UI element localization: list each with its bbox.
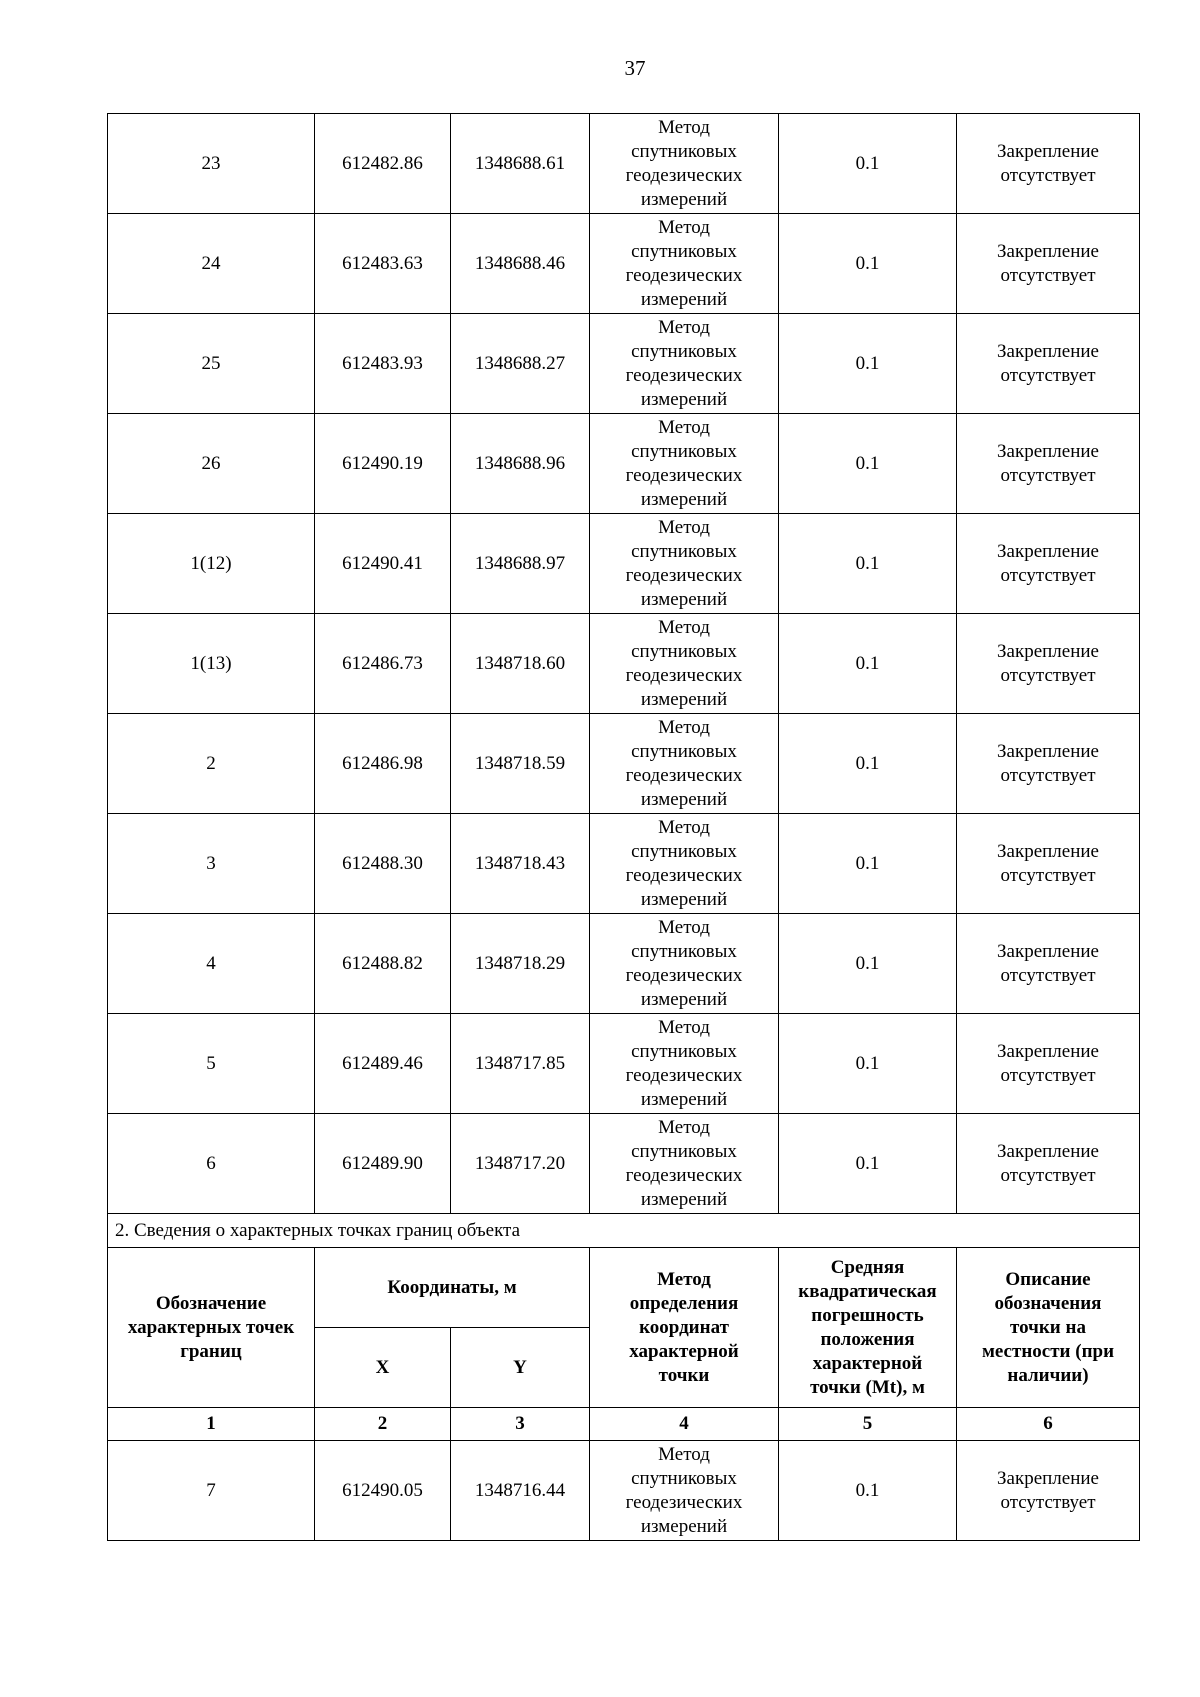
cell-line: Метод bbox=[658, 916, 710, 938]
cell-line: определения bbox=[629, 1292, 739, 1314]
cell-line: отсутствует bbox=[1000, 764, 1096, 786]
accuracy-cell: 0.1 bbox=[779, 1014, 957, 1114]
cell-line: измерений bbox=[640, 688, 728, 710]
point-cell: 7 bbox=[108, 1441, 315, 1541]
description-cell bbox=[957, 914, 1140, 1014]
table-row bbox=[108, 914, 1140, 1014]
cell-line: Закрепление bbox=[997, 1040, 1099, 1062]
y-coordinate-cell: 1348688.96 bbox=[451, 414, 590, 514]
y-coordinate-cell: 1348717.85 bbox=[451, 1014, 590, 1114]
y-coordinate-cell: 1348716.44 bbox=[451, 1441, 590, 1541]
cell-line: геодезических bbox=[625, 964, 743, 986]
x-coordinate-cell: 612489.46 bbox=[315, 1014, 451, 1114]
description-cell bbox=[957, 514, 1140, 614]
x-coordinate-cell: 612486.98 bbox=[315, 714, 451, 814]
cell-line: Метод bbox=[658, 716, 710, 738]
method-cell bbox=[590, 1114, 779, 1214]
cell-line: точки bbox=[658, 1364, 710, 1386]
cell-line: характерных точек bbox=[127, 1316, 295, 1338]
description-cell bbox=[957, 814, 1140, 914]
accuracy-cell: 0.1 bbox=[779, 814, 957, 914]
cell-line: геодезических bbox=[625, 764, 743, 786]
cell-line: Метод bbox=[658, 516, 710, 538]
cell-line: Закрепление bbox=[997, 1467, 1099, 1489]
cell-line: спутниковых bbox=[631, 1140, 737, 1162]
cell-line: спутниковых bbox=[631, 740, 737, 762]
table-row bbox=[108, 314, 1140, 414]
cell-line: измерений bbox=[640, 788, 728, 810]
x-coordinate-cell: 612490.05 bbox=[315, 1441, 451, 1541]
boundary-points-table bbox=[107, 113, 1140, 1541]
cell-line: Закрепление bbox=[997, 440, 1099, 462]
accuracy-cell: 0.1 bbox=[779, 1441, 957, 1541]
header-x: X bbox=[315, 1328, 451, 1408]
y-coordinate-cell: 1348717.20 bbox=[451, 1114, 590, 1214]
cell-line: обозначения bbox=[994, 1292, 1102, 1314]
cell-line: Метод bbox=[658, 316, 710, 338]
description-cell bbox=[957, 214, 1140, 314]
method-cell bbox=[590, 314, 779, 414]
accuracy-cell: 0.1 bbox=[779, 914, 957, 1014]
cell-line: отсутствует bbox=[1000, 964, 1096, 986]
method-cell bbox=[590, 214, 779, 314]
cell-line: Метод bbox=[657, 1268, 711, 1290]
accuracy-cell: 0.1 bbox=[779, 714, 957, 814]
accuracy-cell: 0.1 bbox=[779, 1114, 957, 1214]
method-cell bbox=[590, 714, 779, 814]
table-row bbox=[108, 414, 1140, 514]
cell-line: квадратическая bbox=[798, 1280, 937, 1302]
cell-line: спутниковых bbox=[631, 640, 737, 662]
description-cell bbox=[957, 614, 1140, 714]
accuracy-cell: 0.1 bbox=[779, 314, 957, 414]
y-coordinate-cell: 1348718.29 bbox=[451, 914, 590, 1014]
point-cell: 3 bbox=[108, 814, 315, 914]
cell-line: спутниковых bbox=[631, 540, 737, 562]
cell-line: геодезических bbox=[625, 564, 743, 586]
y-coordinate-cell: 1348718.59 bbox=[451, 714, 590, 814]
table-body-top bbox=[108, 114, 1140, 1214]
method-cell bbox=[590, 414, 779, 514]
y-coordinate-cell: 1348688.61 bbox=[451, 114, 590, 214]
cell-line: измерений bbox=[640, 888, 728, 910]
cell-line: геодезических bbox=[625, 1064, 743, 1086]
cell-line: координат bbox=[639, 1316, 729, 1338]
y-coordinate-cell: 1348688.97 bbox=[451, 514, 590, 614]
table-row bbox=[108, 714, 1140, 814]
cell-line: отсутствует bbox=[1000, 264, 1096, 286]
x-coordinate-cell: 612483.93 bbox=[315, 314, 451, 414]
x-coordinate-cell: 612486.73 bbox=[315, 614, 451, 714]
column-number: 6 bbox=[957, 1408, 1140, 1441]
cell-line: Закрепление bbox=[997, 740, 1099, 762]
cell-line: отсутствует bbox=[1000, 664, 1096, 686]
cell-line: геодезических bbox=[625, 1164, 743, 1186]
description-cell bbox=[957, 1014, 1140, 1114]
cell-line: геодезических bbox=[625, 664, 743, 686]
accuracy-cell: 0.1 bbox=[779, 514, 957, 614]
cell-line: отсутствует bbox=[1000, 864, 1096, 886]
section-title: 2. Сведения о характерных точках границ объекта bbox=[108, 1214, 1140, 1248]
accuracy-cell: 0.1 bbox=[779, 114, 957, 214]
accuracy-cell: 0.1 bbox=[779, 414, 957, 514]
cell-line: спутниковых bbox=[631, 1040, 737, 1062]
cell-line: Закрепление bbox=[997, 940, 1099, 962]
x-coordinate-cell: 612482.86 bbox=[315, 114, 451, 214]
y-coordinate-cell: 1348718.60 bbox=[451, 614, 590, 714]
cell-line: измерений bbox=[640, 288, 728, 310]
cell-line: границ bbox=[180, 1340, 242, 1362]
y-coordinate-cell: 1348688.46 bbox=[451, 214, 590, 314]
cell-line: Метод bbox=[658, 216, 710, 238]
x-coordinate-cell: 612488.82 bbox=[315, 914, 451, 1014]
column-numbers-row bbox=[108, 1408, 1140, 1441]
cell-line: Метод bbox=[658, 1443, 710, 1465]
cell-line: Закрепление bbox=[997, 140, 1099, 162]
point-cell: 4 bbox=[108, 914, 315, 1014]
cell-line: спутниковых bbox=[631, 340, 737, 362]
table-row bbox=[108, 814, 1140, 914]
x-coordinate-cell: 612490.41 bbox=[315, 514, 451, 614]
cell-line: точки (Mt), м bbox=[810, 1376, 925, 1398]
cell-line: отсутствует bbox=[1000, 364, 1096, 386]
cell-line: точки на bbox=[1010, 1316, 1086, 1338]
method-cell bbox=[590, 614, 779, 714]
method-cell bbox=[590, 114, 779, 214]
column-number: 2 bbox=[315, 1408, 451, 1441]
cell-line: Метод bbox=[658, 1016, 710, 1038]
cell-line: спутниковых bbox=[631, 940, 737, 962]
cell-line: измерений bbox=[640, 188, 728, 210]
cell-line: Метод bbox=[658, 616, 710, 638]
cell-line: геодезических bbox=[625, 864, 743, 886]
header-description bbox=[957, 1248, 1140, 1408]
method-cell bbox=[590, 814, 779, 914]
cell-line: Метод bbox=[658, 816, 710, 838]
cell-line: Закрепление bbox=[997, 840, 1099, 862]
cell-line: измерений bbox=[640, 1188, 728, 1210]
cell-line: геодезических bbox=[625, 464, 743, 486]
cell-line: измерений bbox=[640, 488, 728, 510]
table-row bbox=[108, 114, 1140, 214]
cell-line: Описание bbox=[1005, 1268, 1091, 1290]
cell-line: Метод bbox=[658, 1116, 710, 1138]
x-coordinate-cell: 612490.19 bbox=[315, 414, 451, 514]
cell-line: Закрепление bbox=[997, 1140, 1099, 1162]
cell-line: измерений bbox=[640, 1088, 728, 1110]
x-coordinate-cell: 612483.63 bbox=[315, 214, 451, 314]
cell-line: геодезических bbox=[625, 164, 743, 186]
cell-line: геодезических bbox=[625, 1491, 743, 1513]
cell-line: отсутствует bbox=[1000, 1064, 1096, 1086]
cell-line: характерной bbox=[812, 1352, 923, 1374]
description-cell bbox=[957, 1441, 1140, 1541]
point-cell: 23 bbox=[108, 114, 315, 214]
cell-line: Метод bbox=[658, 116, 710, 138]
cell-line: спутниковых bbox=[631, 240, 737, 262]
point-cell: 26 bbox=[108, 414, 315, 514]
header-y: Y bbox=[451, 1328, 590, 1408]
page-number: 37 bbox=[624, 56, 646, 80]
header-coordinates: Координаты, м bbox=[315, 1248, 590, 1328]
cell-line: спутниковых bbox=[631, 1467, 737, 1489]
table-row bbox=[108, 1114, 1140, 1214]
point-cell: 5 bbox=[108, 1014, 315, 1114]
point-cell: 24 bbox=[108, 214, 315, 314]
cell-line: Закрепление bbox=[997, 340, 1099, 362]
table-row bbox=[108, 514, 1140, 614]
header-point-designation bbox=[108, 1248, 315, 1408]
cell-line: местности (при bbox=[981, 1340, 1115, 1362]
x-coordinate-cell: 612488.30 bbox=[315, 814, 451, 914]
cell-line: измерений bbox=[640, 1515, 728, 1537]
cell-line: отсутствует bbox=[1000, 1164, 1096, 1186]
cell-line: отсутствует bbox=[1000, 1491, 1096, 1513]
point-cell: 2 bbox=[108, 714, 315, 814]
cell-line: Метод bbox=[658, 416, 710, 438]
point-cell: 1(13) bbox=[108, 614, 315, 714]
cell-line: погрешность bbox=[811, 1304, 924, 1326]
cell-line: спутниковых bbox=[631, 440, 737, 462]
cell-line: измерений bbox=[640, 588, 728, 610]
table-section-2 bbox=[108, 1214, 1140, 1441]
point-cell: 25 bbox=[108, 314, 315, 414]
cell-line: геодезических bbox=[625, 364, 743, 386]
method-cell bbox=[590, 514, 779, 614]
x-coordinate-cell: 612489.90 bbox=[315, 1114, 451, 1214]
cell-line: геодезических bbox=[625, 264, 743, 286]
cell-line: Закрепление bbox=[997, 540, 1099, 562]
cell-line: спутниковых bbox=[631, 840, 737, 862]
section-title-row bbox=[108, 1214, 1140, 1248]
accuracy-cell: 0.1 bbox=[779, 214, 957, 314]
column-number: 3 bbox=[451, 1408, 590, 1441]
method-cell bbox=[590, 914, 779, 1014]
description-cell bbox=[957, 314, 1140, 414]
table-body-bottom bbox=[108, 1441, 1140, 1541]
cell-line: спутниковых bbox=[631, 140, 737, 162]
accuracy-cell: 0.1 bbox=[779, 614, 957, 714]
table-row bbox=[108, 1441, 1140, 1541]
cell-line: Обозначение bbox=[155, 1292, 267, 1314]
table-row bbox=[108, 214, 1140, 314]
column-number: 5 bbox=[779, 1408, 957, 1441]
cell-line: положения bbox=[820, 1328, 915, 1350]
description-cell bbox=[957, 1114, 1140, 1214]
table-row bbox=[108, 1014, 1140, 1114]
column-number: 1 bbox=[108, 1408, 315, 1441]
column-number: 4 bbox=[590, 1408, 779, 1441]
table-row bbox=[108, 614, 1140, 714]
cell-line: отсутствует bbox=[1000, 464, 1096, 486]
cell-line: характерной bbox=[629, 1340, 739, 1362]
cell-line: отсутствует bbox=[1000, 564, 1096, 586]
cell-line: Средняя bbox=[830, 1256, 905, 1278]
method-cell bbox=[590, 1014, 779, 1114]
cell-line: Закрепление bbox=[997, 240, 1099, 262]
header-accuracy bbox=[779, 1248, 957, 1408]
cell-line: Закрепление bbox=[997, 640, 1099, 662]
y-coordinate-cell: 1348688.27 bbox=[451, 314, 590, 414]
cell-line: отсутствует bbox=[1000, 164, 1096, 186]
cell-line: наличии) bbox=[1007, 1364, 1089, 1386]
method-cell bbox=[590, 1441, 779, 1541]
description-cell bbox=[957, 714, 1140, 814]
header-method bbox=[590, 1248, 779, 1408]
point-cell: 6 bbox=[108, 1114, 315, 1214]
y-coordinate-cell: 1348718.43 bbox=[451, 814, 590, 914]
header-row bbox=[108, 1248, 1140, 1328]
cell-line: измерений bbox=[640, 988, 728, 1010]
description-cell bbox=[957, 414, 1140, 514]
cell-line: измерений bbox=[640, 388, 728, 410]
description-cell bbox=[957, 114, 1140, 214]
point-cell: 1(12) bbox=[108, 514, 315, 614]
